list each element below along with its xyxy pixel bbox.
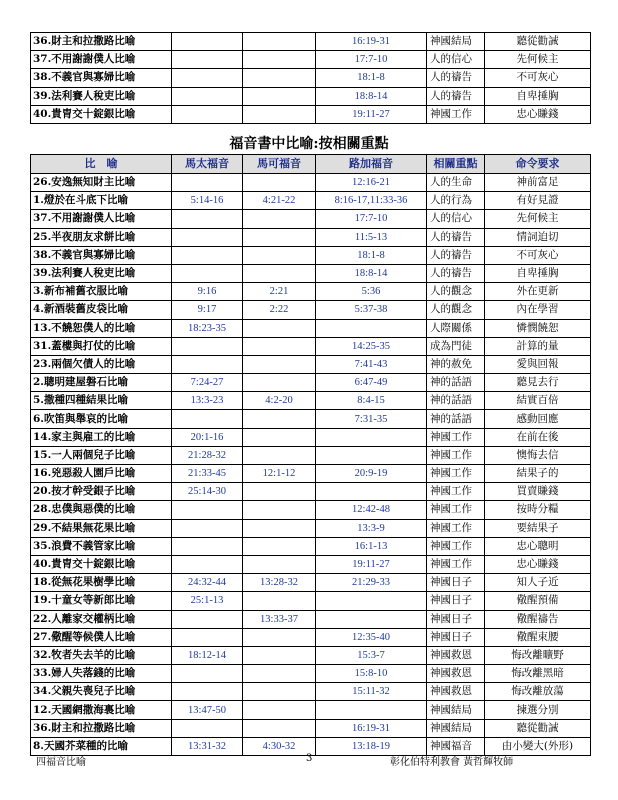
parable-name-cell: 16.兇惡殺人園戶比喻: [31, 465, 172, 483]
parable-name-cell: 15.一人兩個兒子比喻: [31, 446, 172, 464]
footer-left: 四福音比喻: [36, 757, 86, 768]
topic-cell: 神國救恩: [427, 683, 485, 701]
mark-ref-cell: [243, 337, 316, 355]
matthew-ref-cell: 25:1-13: [172, 592, 243, 610]
header-row: [31, 155, 591, 174]
mark-ref-cell: 2:22: [243, 301, 316, 319]
mark-ref-cell: [243, 87, 316, 105]
table-row: [31, 374, 591, 392]
topic-cell: 神國工作: [427, 555, 485, 573]
parable-name-cell: 23.兩個欠債人的比喻: [31, 355, 172, 373]
luke-ref-cell: 19:11-27: [316, 555, 427, 573]
topic-cell: 人的信心: [427, 51, 485, 69]
matthew-ref-cell: [172, 264, 243, 282]
parable-name-cell: 20.按才幹受銀子比喻: [31, 483, 172, 501]
mark-ref-cell: [243, 410, 316, 428]
matthew-ref-cell: [172, 69, 243, 87]
mark-ref-cell: [243, 228, 316, 246]
matthew-ref-cell: 9:17: [172, 301, 243, 319]
table-row: [31, 210, 591, 228]
command-cell: 由小變大(外形): [485, 737, 591, 755]
mark-ref-cell: [243, 428, 316, 446]
luke-ref-cell: 7:41-43: [316, 355, 427, 373]
table-row: [31, 537, 591, 555]
parable-name-cell: 32.牧者失去羊的比喻: [31, 646, 172, 664]
luke-ref-cell: [316, 428, 427, 446]
table-row: [31, 392, 591, 410]
matthew-ref-cell: [172, 33, 243, 51]
parable-name-cell: 36.財主和拉撒路比喻: [31, 33, 172, 51]
table-row: [31, 337, 591, 355]
table-row: [31, 519, 591, 537]
topic-cell: 人的觀念: [427, 301, 485, 319]
luke-ref-cell: 19:11-27: [316, 105, 427, 123]
parable-name-cell: 28.忠僕與惡僕的比喻: [31, 501, 172, 519]
table-row: [31, 228, 591, 246]
matthew-ref-cell: [172, 501, 243, 519]
luke-ref-cell: [316, 446, 427, 464]
parable-name-cell: 22.人離家交權柄比喻: [31, 610, 172, 628]
mark-ref-cell: 4:30-32: [243, 737, 316, 755]
command-cell: 聽從勸誡: [485, 33, 591, 51]
luke-ref-cell: 15:3-7: [316, 646, 427, 664]
header-parable: 比 喻: [31, 155, 172, 174]
luke-ref-cell: 8:4-15: [316, 392, 427, 410]
luke-ref-cell: 17:7-10: [316, 210, 427, 228]
table-row: [31, 33, 591, 51]
mark-ref-cell: [243, 701, 316, 719]
parable-name-cell: 26.安逸無知財主比喻: [31, 174, 172, 192]
luke-ref-cell: 18:1-8: [316, 69, 427, 87]
topic-cell: 成為門徒: [427, 337, 485, 355]
table-row: [31, 319, 591, 337]
matthew-ref-cell: [172, 174, 243, 192]
matthew-ref-cell: 9:16: [172, 283, 243, 301]
parable-name-cell: 33.婦人失落錢的比喻: [31, 665, 172, 683]
topic-cell: 神國工作: [427, 105, 485, 123]
mark-ref-cell: [243, 446, 316, 464]
mark-ref-cell: [243, 646, 316, 664]
parable-name-cell: 36.財主和拉撒路比喻: [31, 719, 172, 737]
topic-cell: 神國日子: [427, 628, 485, 646]
mark-ref-cell: [243, 319, 316, 337]
luke-ref-cell: 15:11-32: [316, 683, 427, 701]
table-row: [31, 592, 591, 610]
table-row: [31, 628, 591, 646]
header-mark: 馬可福音: [243, 155, 316, 174]
luke-ref-cell: 14:25-35: [316, 337, 427, 355]
topic-cell: 神國日子: [427, 610, 485, 628]
mark-ref-cell: [243, 355, 316, 373]
command-cell: 按時分糧: [485, 501, 591, 519]
luke-ref-cell: [316, 592, 427, 610]
header-topic: 相關重點: [427, 155, 485, 174]
luke-ref-cell: [316, 319, 427, 337]
table-row: [31, 483, 591, 501]
matthew-ref-cell: [172, 683, 243, 701]
command-cell: 自卑捶胸: [485, 87, 591, 105]
command-cell: 計算的量: [485, 337, 591, 355]
mark-ref-cell: [243, 105, 316, 123]
parable-name-cell: 3.新布補舊衣服比喻: [31, 283, 172, 301]
command-cell: 不可灰心: [485, 69, 591, 87]
topic-cell: 人的禱告: [427, 246, 485, 264]
command-cell: 懊悔去信: [485, 446, 591, 464]
parable-name-cell: 37.不用謝謝僕人比喻: [31, 51, 172, 69]
topic-cell: 人的行為: [427, 192, 485, 210]
mark-ref-cell: 13:33-37: [243, 610, 316, 628]
luke-ref-cell: 7:31-35: [316, 410, 427, 428]
command-cell: 在前在後: [485, 428, 591, 446]
luke-ref-cell: 13:3-9: [316, 519, 427, 537]
topic-cell: 神國工作: [427, 537, 485, 555]
luke-ref-cell: 11:5-13: [316, 228, 427, 246]
luke-ref-cell: 17:7-10: [316, 51, 427, 69]
matthew-ref-cell: 5:14-16: [172, 192, 243, 210]
parable-name-cell: 1.燈於在斗底下比喻: [31, 192, 172, 210]
mark-ref-cell: [243, 246, 316, 264]
command-cell: 不可灰心: [485, 246, 591, 264]
table-row: [31, 174, 591, 192]
matthew-ref-cell: [172, 719, 243, 737]
matthew-ref-cell: [172, 105, 243, 123]
topic-cell: 神的話語: [427, 410, 485, 428]
matthew-ref-cell: [172, 410, 243, 428]
luke-ref-cell: 12:42-48: [316, 501, 427, 519]
command-cell: 忠心賺錢: [485, 555, 591, 573]
command-cell: 要結果子: [485, 519, 591, 537]
mark-ref-cell: [243, 628, 316, 646]
parable-name-cell: 40.貴胄交十錠銀比喻: [31, 555, 172, 573]
table-row: [31, 555, 591, 573]
matthew-ref-cell: [172, 537, 243, 555]
luke-ref-cell: [316, 483, 427, 501]
topic-cell: 人際關係: [427, 319, 485, 337]
mark-ref-cell: [243, 264, 316, 282]
command-cell: 悔改離放蕩: [485, 683, 591, 701]
header-matthew: 馬太福音: [172, 155, 243, 174]
luke-ref-cell: 16:19-31: [316, 33, 427, 51]
topic-cell: 神的話語: [427, 392, 485, 410]
table-row: [31, 501, 591, 519]
header-command: 命令要求: [485, 155, 591, 174]
parable-name-cell: 39.法利賽人稅吏比喻: [31, 264, 172, 282]
mark-ref-cell: 12:1-12: [243, 465, 316, 483]
table-row: [31, 719, 591, 737]
parables-table: [30, 154, 591, 756]
topic-cell: 人的觀念: [427, 283, 485, 301]
mark-ref-cell: [243, 210, 316, 228]
matthew-ref-cell: 18:23-35: [172, 319, 243, 337]
matthew-ref-cell: [172, 665, 243, 683]
luke-ref-cell: 5:37-38: [316, 301, 427, 319]
command-cell: 結果子的: [485, 465, 591, 483]
luke-ref-cell: [316, 701, 427, 719]
mark-ref-cell: [243, 501, 316, 519]
matthew-ref-cell: [172, 555, 243, 573]
matthew-ref-cell: 21:28-32: [172, 446, 243, 464]
topic-cell: 神國結局: [427, 33, 485, 51]
command-cell: 揀選分別: [485, 701, 591, 719]
topic-cell: 人的信心: [427, 210, 485, 228]
matthew-ref-cell: 20:1-16: [172, 428, 243, 446]
luke-ref-cell: [316, 610, 427, 628]
mark-ref-cell: [243, 519, 316, 537]
header-luke: 路加福音: [316, 155, 427, 174]
luke-ref-cell: 12:16-21: [316, 174, 427, 192]
matthew-ref-cell: 13:3-23: [172, 392, 243, 410]
parable-name-cell: 31.蓋樓與打仗的比喻: [31, 337, 172, 355]
topic-cell: 人的禱告: [427, 228, 485, 246]
table-row: [31, 665, 591, 683]
topic-cell: 神國日子: [427, 592, 485, 610]
mark-ref-cell: [243, 69, 316, 87]
topic-cell: 神國結局: [427, 719, 485, 737]
topic-cell: 神國福音: [427, 737, 485, 755]
matthew-ref-cell: 24:32-44: [172, 574, 243, 592]
table-row: [31, 646, 591, 664]
parable-name-cell: 4.新酒裝舊皮袋比喻: [31, 301, 172, 319]
command-cell: 悔改離黑暗: [485, 665, 591, 683]
footer-page-number: 3: [306, 753, 313, 764]
table-row: [31, 701, 591, 719]
command-cell: 聽見去行: [485, 374, 591, 392]
parable-name-cell: 12.天國網撒海裏比喻: [31, 701, 172, 719]
table-row: [31, 105, 591, 123]
command-cell: 忠心聰明: [485, 537, 591, 555]
matthew-ref-cell: 21:33-45: [172, 465, 243, 483]
table-row: [31, 192, 591, 210]
parable-name-cell: 27.儆醒等候僕人比喻: [31, 628, 172, 646]
luke-ref-cell: 5:36: [316, 283, 427, 301]
section-title: 福音書中比喻:按相關重點: [229, 136, 389, 152]
parable-name-cell: 6.吹笛與舉哀的比喻: [31, 410, 172, 428]
command-cell: 忠心賺錢: [485, 105, 591, 123]
topic-cell: 人的禱告: [427, 69, 485, 87]
parable-name-cell: 37.不用謝謝僕人比喻: [31, 210, 172, 228]
parable-name-cell: 39.法利賽人稅吏比喻: [31, 87, 172, 105]
matthew-ref-cell: [172, 519, 243, 537]
luke-ref-cell: 16:1-13: [316, 537, 427, 555]
topic-cell: 神國工作: [427, 428, 485, 446]
luke-ref-cell: 21:29-33: [316, 574, 427, 592]
matthew-ref-cell: [172, 355, 243, 373]
parable-name-cell: 2.聰明建屋磐石比喻: [31, 374, 172, 392]
table-row: [31, 246, 591, 264]
topic-cell: 神國救恩: [427, 665, 485, 683]
command-cell: 自卑捶胸: [485, 264, 591, 282]
mark-ref-cell: [243, 51, 316, 69]
matthew-ref-cell: 13:47-50: [172, 701, 243, 719]
topic-cell: 人的禱告: [427, 264, 485, 282]
topic-cell: 神國結局: [427, 701, 485, 719]
parable-name-cell: 14.家主與雇工的比喻: [31, 428, 172, 446]
luke-ref-cell: 8:16-17,11:33-36: [316, 192, 427, 210]
mark-ref-cell: 13:28-32: [243, 574, 316, 592]
command-cell: 內在學習: [485, 301, 591, 319]
parable-name-cell: 35.浪費不義管家比喻: [31, 537, 172, 555]
parable-name-cell: 18.從無花果樹學比喻: [31, 574, 172, 592]
command-cell: 情詞迫切: [485, 228, 591, 246]
matthew-ref-cell: [172, 246, 243, 264]
luke-ref-cell: 15:8-10: [316, 665, 427, 683]
table-row: [31, 574, 591, 592]
matthew-ref-cell: 25:14-30: [172, 483, 243, 501]
topic-cell: 神國工作: [427, 465, 485, 483]
matthew-ref-cell: [172, 610, 243, 628]
luke-ref-cell: 20:9-19: [316, 465, 427, 483]
topic-cell: 人的生命: [427, 174, 485, 192]
mark-ref-cell: [243, 555, 316, 573]
mark-ref-cell: [243, 592, 316, 610]
command-cell: 聽從勸誡: [485, 719, 591, 737]
command-cell: 外在更新: [485, 283, 591, 301]
matthew-ref-cell: 13:31-32: [172, 737, 243, 755]
command-cell: 儆醒禱告: [485, 610, 591, 628]
command-cell: 先何候主: [485, 51, 591, 69]
parable-name-cell: 5.撒種四種結果比喻: [31, 392, 172, 410]
table-row: [31, 428, 591, 446]
command-cell: 有好見證: [485, 192, 591, 210]
table-row: [31, 69, 591, 87]
mark-ref-cell: [243, 683, 316, 701]
top-table-continued: [30, 32, 591, 124]
command-cell: 儆醒束腰: [485, 628, 591, 646]
topic-cell: 神的赦免: [427, 355, 485, 373]
table-row: [31, 264, 591, 282]
parable-name-cell: 34.父親失喪兒子比喻: [31, 683, 172, 701]
luke-ref-cell: 18:8-14: [316, 264, 427, 282]
mark-ref-cell: 2:21: [243, 283, 316, 301]
mark-ref-cell: [243, 537, 316, 555]
topic-cell: 神的話語: [427, 374, 485, 392]
parable-name-cell: 38.不義官與寡婦比喻: [31, 69, 172, 87]
matthew-ref-cell: 18:12-14: [172, 646, 243, 664]
parable-name-cell: 25.半夜朋友求餅比喻: [31, 228, 172, 246]
matthew-ref-cell: [172, 210, 243, 228]
topic-cell: 神國工作: [427, 446, 485, 464]
mark-ref-cell: [243, 33, 316, 51]
luke-ref-cell: 18:1-8: [316, 246, 427, 264]
luke-ref-cell: 6:47-49: [316, 374, 427, 392]
mark-ref-cell: [243, 483, 316, 501]
mark-ref-cell: [243, 719, 316, 737]
command-cell: 愛與回報: [485, 355, 591, 373]
luke-ref-cell: 18:8-14: [316, 87, 427, 105]
topic-cell: 神國工作: [427, 501, 485, 519]
matthew-ref-cell: [172, 337, 243, 355]
command-cell: 結實百倍: [485, 392, 591, 410]
matthew-ref-cell: [172, 228, 243, 246]
matthew-ref-cell: [172, 87, 243, 105]
luke-ref-cell: 13:18-19: [316, 737, 427, 755]
topic-cell: 神國救恩: [427, 646, 485, 664]
table-row: [31, 446, 591, 464]
command-cell: 悔改離曠野: [485, 646, 591, 664]
matthew-ref-cell: 7:24-27: [172, 374, 243, 392]
command-cell: 儆醒預備: [485, 592, 591, 610]
command-cell: 先何候主: [485, 210, 591, 228]
topic-cell: 神國工作: [427, 519, 485, 537]
table-row: [31, 610, 591, 628]
mark-ref-cell: 4:21-22: [243, 192, 316, 210]
luke-ref-cell: 12:35-40: [316, 628, 427, 646]
table-row: [31, 355, 591, 373]
mark-ref-cell: [243, 665, 316, 683]
footer-right: 彰化伯特利教會 黃哲輝牧師: [390, 757, 514, 768]
parable-name-cell: 19.十童女等新郎比喻: [31, 592, 172, 610]
command-cell: 憐憫饒恕: [485, 319, 591, 337]
table-row: [31, 465, 591, 483]
command-cell: 神前富足: [485, 174, 591, 192]
mark-ref-cell: [243, 174, 316, 192]
mark-ref-cell: 4:2-20: [243, 392, 316, 410]
table-row: [31, 683, 591, 701]
topic-cell: 人的禱告: [427, 87, 485, 105]
command-cell: 買賣賺錢: [485, 483, 591, 501]
table-row: [31, 283, 591, 301]
matthew-ref-cell: [172, 628, 243, 646]
parable-name-cell: 8.天國芥菜種的比喻: [31, 737, 172, 755]
command-cell: 感動回應: [485, 410, 591, 428]
table-row: [31, 410, 591, 428]
parable-name-cell: 29.不結果無花果比喻: [31, 519, 172, 537]
luke-ref-cell: 16:19-31: [316, 719, 427, 737]
command-cell: 知人子近: [485, 574, 591, 592]
parable-name-cell: 13.不饒恕僕人的比喻: [31, 319, 172, 337]
topic-cell: 神國日子: [427, 574, 485, 592]
table-row: [31, 301, 591, 319]
mark-ref-cell: [243, 374, 316, 392]
parable-name-cell: 40.貴胄交十錠銀比喻: [31, 105, 172, 123]
matthew-ref-cell: [172, 51, 243, 69]
table-row: [31, 87, 591, 105]
table-row: [31, 51, 591, 69]
parable-name-cell: 38.不義官與寡婦比喻: [31, 246, 172, 264]
topic-cell: 神國工作: [427, 483, 485, 501]
